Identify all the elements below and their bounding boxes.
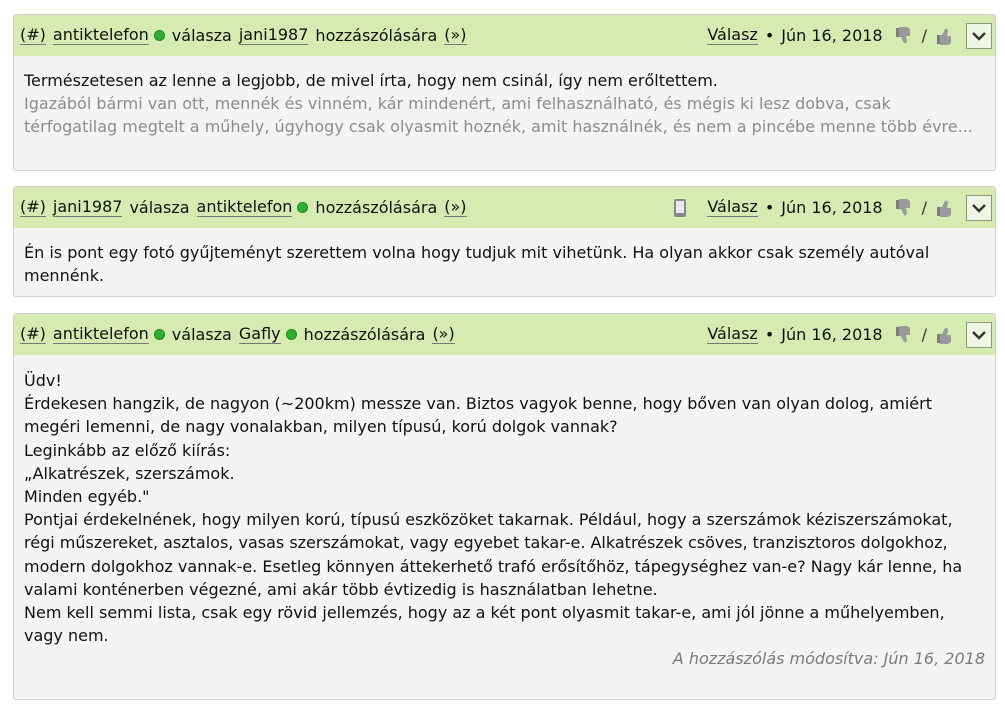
comment-post — [13, 186, 996, 297]
author-link[interactable]: antiktelefon — [52, 25, 149, 44]
reply-button[interactable]: Válasz — [707, 324, 758, 343]
vote-separator: / — [921, 26, 927, 45]
comment-post — [13, 313, 996, 700]
chevron-down-icon — [972, 203, 986, 213]
reply-word: válasza — [171, 325, 232, 344]
comment-header — [14, 187, 995, 228]
goto-parent-link[interactable]: (») — [432, 324, 455, 343]
vote-separator: / — [921, 325, 927, 344]
goto-parent-link[interactable]: (») — [444, 197, 467, 216]
comment-post — [13, 14, 996, 171]
comment-text: Természetesen az lenne a legjobb, de mivel írta, hogy nem csinál, így nem erőltettem. — [24, 71, 718, 90]
target-author-link[interactable]: antiktelefon — [196, 197, 293, 216]
comment-body — [14, 56, 995, 139]
comment-menu-button[interactable] — [966, 23, 992, 49]
comment-menu-button[interactable] — [966, 195, 992, 221]
author-link[interactable]: antiktelefon — [52, 324, 149, 343]
thumb-up-icon[interactable] — [936, 26, 954, 46]
thumb-down-icon[interactable] — [895, 325, 913, 345]
thumb-up-icon[interactable] — [936, 325, 954, 345]
thumb-down-icon[interactable] — [895, 198, 913, 218]
comment-text: Én is pont egy fotó gyűjteményt szerettem volna hogy tudjuk mit vihetünk. Ha olyan akkor csak személy autóval mennénk. — [24, 243, 930, 286]
chevron-down-icon — [972, 330, 986, 340]
reply-word: válasza — [171, 26, 232, 45]
goto-parent-link[interactable]: (») — [444, 25, 467, 44]
permalink-link[interactable]: (#) — [20, 324, 46, 343]
edited-note: A hozzászólás módosítva: Jún 16, 2018 — [672, 649, 985, 669]
comment-header — [14, 15, 995, 56]
to-word: hozzászólására — [315, 26, 438, 45]
to-word: hozzászólására — [303, 325, 426, 344]
post-date: Jún 16, 2018 — [781, 325, 883, 344]
vote-separator: / — [921, 198, 927, 217]
comment-body — [14, 355, 995, 670]
comment-menu-button[interactable] — [966, 322, 992, 348]
comment-header — [14, 314, 995, 355]
online-status-icon — [154, 329, 165, 340]
mobile-phone-icon — [673, 198, 687, 218]
chevron-down-icon — [972, 31, 986, 41]
online-status-icon — [154, 30, 165, 41]
target-author-link[interactable]: Gafly — [238, 324, 281, 343]
quoted-text: Igazából bármi van ott, mennék és vinném, kár mindenért, ami felhasználható, és mégis ki lesz dobva, csak térfogatilag megtelt a műhely, úgyhogy csak olyasmit hoznék, amit használnék, és nem a pincébe menne több évre... — [24, 94, 973, 137]
author-link[interactable]: jani1987 — [52, 197, 123, 216]
reply-button[interactable]: Válasz — [707, 25, 758, 44]
comment-text: Üdv! Érdekesen hangzik, de nagyon (~200km) messze van. Biztos vagyok benne, hogy bőven van olyan dolog, amiért megéri lemenni, de nagy vonalakban, milyen típusú, korú dolgok vannak? Leginkább az előző kiírás: „Alkatrészek, szerszámok. Minden egyéb." Pontjai érdekelnének, hogy milyen korú, típusú eszközöket takarnak. Például, hogy a szerszámok kéziszerszámokat, régi műszereket, asztalos, vasas szerszámokat, vagy egyebet takar-e. Alkatrészek csöves, tranzisztoros dolgokhoz, modern dolgokhoz vannak-e. Esetleg könnyen áttekerhető trafó erősítőhöz, tápegységhez van-e? Nagy kár lenne, ha valami konténerben végezné, ami akár több évtizedig is használatban lehetne. Nem kell semmi lista, csak egy rövid jellemzés, hogy az a két pont olyasmit takar-e, ami jól jönne a műhelyemben, vagy nem. — [24, 371, 963, 646]
bullet-separator: • — [764, 325, 775, 344]
permalink-link[interactable]: (#) — [20, 197, 46, 216]
comment-body — [14, 228, 995, 287]
target-author-link[interactable]: jani1987 — [238, 25, 309, 44]
thumb-down-icon[interactable] — [895, 26, 913, 46]
online-status-icon — [297, 202, 308, 213]
permalink-link[interactable]: (#) — [20, 25, 46, 44]
reply-word: válasza — [129, 198, 190, 217]
bullet-separator: • — [764, 198, 775, 217]
post-date: Jún 16, 2018 — [781, 198, 883, 217]
bullet-separator: • — [764, 26, 775, 45]
thumb-up-icon[interactable] — [936, 198, 954, 218]
online-status-icon — [286, 329, 297, 340]
post-date: Jún 16, 2018 — [781, 26, 883, 45]
to-word: hozzászólására — [315, 198, 438, 217]
reply-button[interactable]: Válasz — [707, 197, 758, 216]
